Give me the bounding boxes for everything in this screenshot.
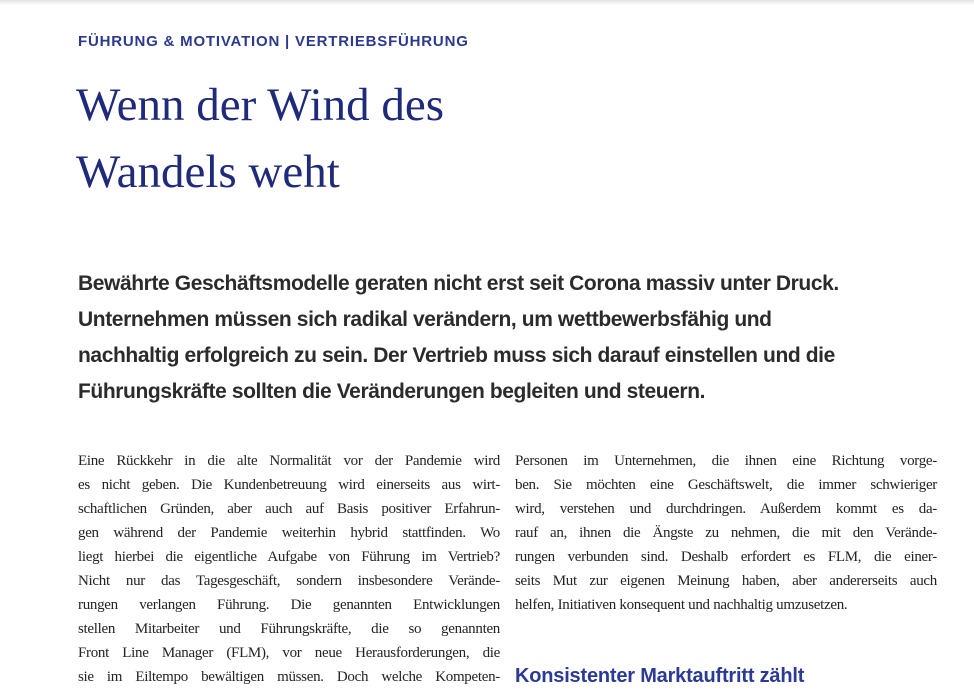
- section-subheading: Konsistenter Marktauftritt zählt: [515, 665, 805, 687]
- body-text-line: rauf an, ihnen die Ängste zu nehmen, die mit den Verände-: [515, 525, 937, 541]
- article-body: [78, 449, 937, 689]
- body-column-left: [78, 449, 500, 689]
- body-text-line: Personen im Unternehmen, die ihnen eine Richtung vorge-: [515, 453, 937, 469]
- title-line: Wenn der Wind des: [76, 79, 445, 131]
- body-text-line: sie im Eiltempo bewältigen müssen. Doch welche Kompeten-: [78, 669, 500, 685]
- body-text-line: schaftlichen Gründen, aber auch auf Basis positiver Erfahrun-: [78, 501, 500, 517]
- category-kicker: FÜHRUNG & MOTIVATION | VERTRIEBSFÜHRUNG: [78, 33, 469, 50]
- article-lead: [78, 266, 839, 410]
- body-column-right: [515, 449, 937, 689]
- body-text-line: wird, verstehen und durchdringen. Außerdem kommt es da-: [515, 501, 937, 517]
- body-text-line: gen während der Pandemie weiterhin hybrid stattfinden. Wo: [78, 525, 500, 541]
- lead-line: Unternehmen müssen sich radikal verändern, um wettbewerbsfähig und: [78, 308, 772, 331]
- lead-line: Führungskräfte sollten die Veränderungen begleiten und steuern.: [78, 380, 706, 403]
- body-text-line: rungen verbunden sind. Deshalb erfordert es FLM, die einer-: [515, 549, 937, 565]
- body-text-line: Front Line Manager (FLM), vor neue Herausforderungen, die: [78, 645, 500, 661]
- body-text-line: rungen verlangen Führung. Die genannten Entwicklungen: [78, 597, 500, 613]
- article-title: [76, 72, 444, 206]
- body-text-line: helfen, Initiativen konsequent und nachhaltig umzusetzen.: [515, 597, 848, 613]
- body-text-line: Nicht nur das Tagesgeschäft, sondern insbesondere Verände-: [78, 573, 500, 589]
- title-line: Wandels weht: [76, 146, 340, 198]
- lead-line: nachhaltig erfolgreich zu sein. Der Vertrieb muss sich darauf einstellen und die: [78, 344, 835, 367]
- body-text-line: stellen Mitarbeiter und Führungskräfte, die so genannten: [78, 621, 500, 637]
- body-text-line: ben. Sie möchten eine Geschäftswelt, die immer schwieriger: [515, 477, 937, 493]
- body-text-line: seits Mut zur eigenen Meinung haben, aber andererseits auch: [515, 573, 937, 589]
- body-text-line: Eine Rückkehr in die alte Normalität vor der Pandemie wird: [78, 453, 500, 469]
- body-text-line: liegt hierbei die eigentliche Aufgabe von Führung im Vertrieb?: [78, 549, 500, 565]
- body-text-line: es nicht geben. Die Kundenbetreuung wird einerseits aus wirt-: [78, 477, 500, 493]
- lead-line: Bewährte Geschäftsmodelle geraten nicht erst seit Corona massiv unter Druck.: [78, 272, 839, 295]
- page-edge-shadow: [0, 0, 974, 5]
